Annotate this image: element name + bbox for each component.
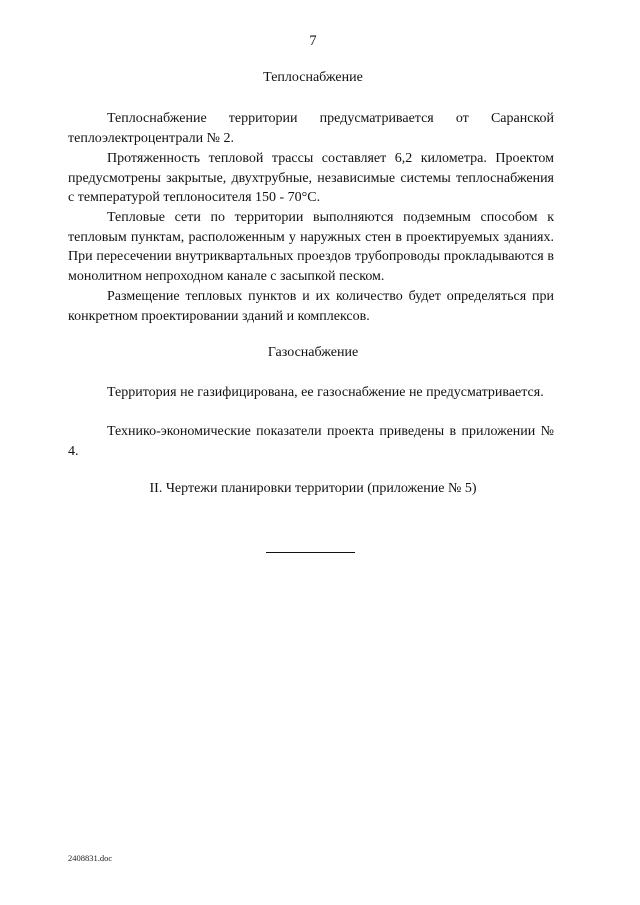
heating-paragraph-2: Протяженность тепловой трассы составляет 6,2 километра. Проектом предусмотрены закрытые, двухтрубные, независимые системы теплоснабжения с температурой теплоносителя 150 - 70°С.: [68, 151, 554, 205]
gas-paragraph-1: Территория не газифицирована, ее газоснабжение не предусматривается.: [107, 385, 544, 400]
section-title-gas: Газоснабжение: [267, 345, 359, 360]
heating-paragraph-1: Теплоснабжение территории предусматривается от Саранской теплоэлектроцентрали № 2.: [68, 111, 554, 146]
page-number: 7: [309, 33, 317, 49]
gas-paragraph-2: Технико-экономические показатели проекта приведены в приложении № 4.: [68, 424, 554, 459]
footer-filename: 2408831.doc: [68, 853, 113, 863]
drawings-heading: II. Чертежи планировки территории (приложение № 5): [149, 481, 477, 496]
section-title-heating: Теплоснабжение: [263, 70, 363, 85]
heating-paragraph-3: Тепловые сети по территории выполняются подземным способом к тепловым пунктам, расположенным у наружных стен в проектируемых зданиях. При пересечении внутриквартальных проездов трубопроводы прокладываются в монолитном непроходном канале с засыпкой песком.: [68, 210, 554, 284]
heating-paragraph-4: Размещение тепловых пунктов и их количество будет определяться при конкретном проектировании зданий и комплексов.: [68, 289, 554, 324]
end-divider: [266, 552, 355, 553]
